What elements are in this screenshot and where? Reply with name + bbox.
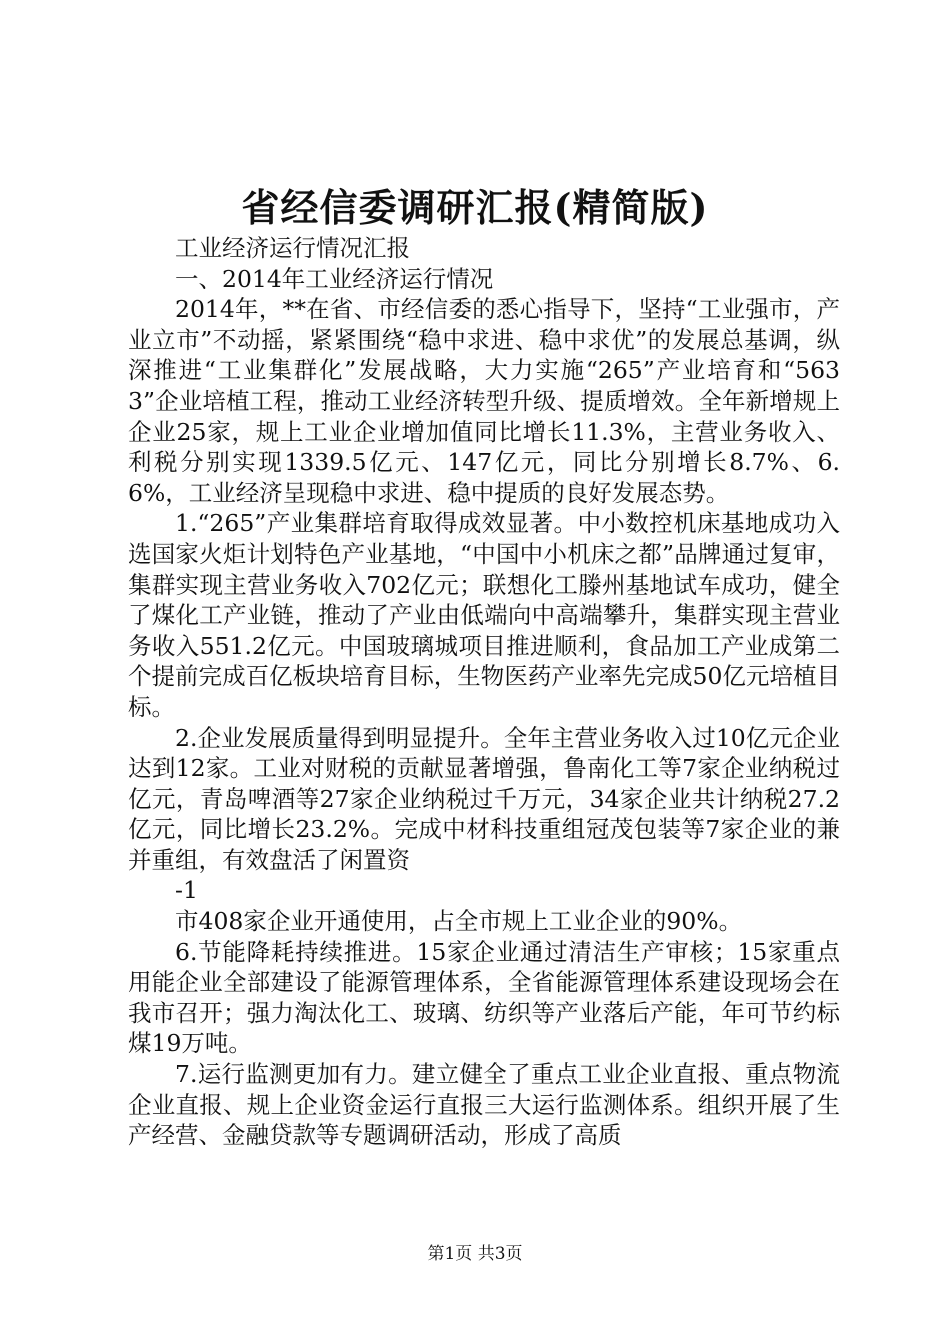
body-paragraph: 市408家企业开通使用，占全市规上工业企业的90%。 [175, 907, 743, 936]
section-heading: 工业经济运行情况汇报 [175, 234, 410, 262]
page-footer: 第1页 共3页 [427, 1244, 523, 1264]
document-title: 省经信委调研汇报(精简版) [241, 185, 709, 230]
body-paragraph: 7.运行监测更加有力。建立健全了重点工业企业直报、重点物流企业直报、规上企业资金运行直报三大运行监测体系。组织开展了生产经营、金融贷款等专题调研活动，形成了高质 [128, 1060, 840, 1150]
body-paragraph: 2014年，**在省、市经信委的悉心指导下，坚持“工业强市，产业立市”不动摇，紧紧围绕“稳中求进、稳中求优”的发展总基调，纵深推进“工业集群化”发展战略，大力实施“265”产业培育和“5633”企业培植工程，推动工业经济转型升级、提质增效。全年新增规上企业25家，规上工业企业增加值同比增长11.3%，主营业务收入、利税分别实现1339.5亿元、147亿元，同比分别增长8.7%、6.6%，工业经济呈现稳中求进、稳中提质的良好发展态势。 [128, 295, 840, 507]
subsection-heading: 一、2014年工业经济运行情况 [175, 264, 494, 293]
document-body [128, 233, 840, 1151]
body-paragraph: 1.“265”产业集群培育取得成效显著。中小数控机床基地成功入选国家火炬计划特色产业基地，“中国中小机床之都”品牌通过复审，集群实现主营业务收入702亿元；联想化工滕州基地试车成功，健全了煤化工产业链，推动了产业由低端向中高端攀升，集群实现主营业务收入551.2亿元。中国玻璃城项目推进顺利，食品加工产业成第二个提前完成百亿板块培育目标，生物医药产业率先完成50亿元培植目标。 [128, 509, 840, 721]
body-paragraph: 2.企业发展质量得到明显提升。全年主营业务收入过10亿元企业达到12家。工业对财税的贡献显著增强，鲁南化工等7家企业纳税过亿元，青岛啤酒等27家企业纳税过千万元，34家企业共计纳税27.2亿元，同比增长23.2%。完成中材科技重组冠茂包装等7家企业的兼并重组，有效盘活了闲置资 [128, 723, 840, 874]
page-break-marker: -1 [175, 876, 198, 905]
body-paragraph: 6.节能降耗持续推进。15家企业通过清洁生产审核；15家重点用能企业全部建设了能源管理体系，全省能源管理体系建设现场会在我市召开；强力淘汰化工、玻璃、纺织等产业落后产能，年可节约标煤19万吨。 [128, 937, 840, 1058]
